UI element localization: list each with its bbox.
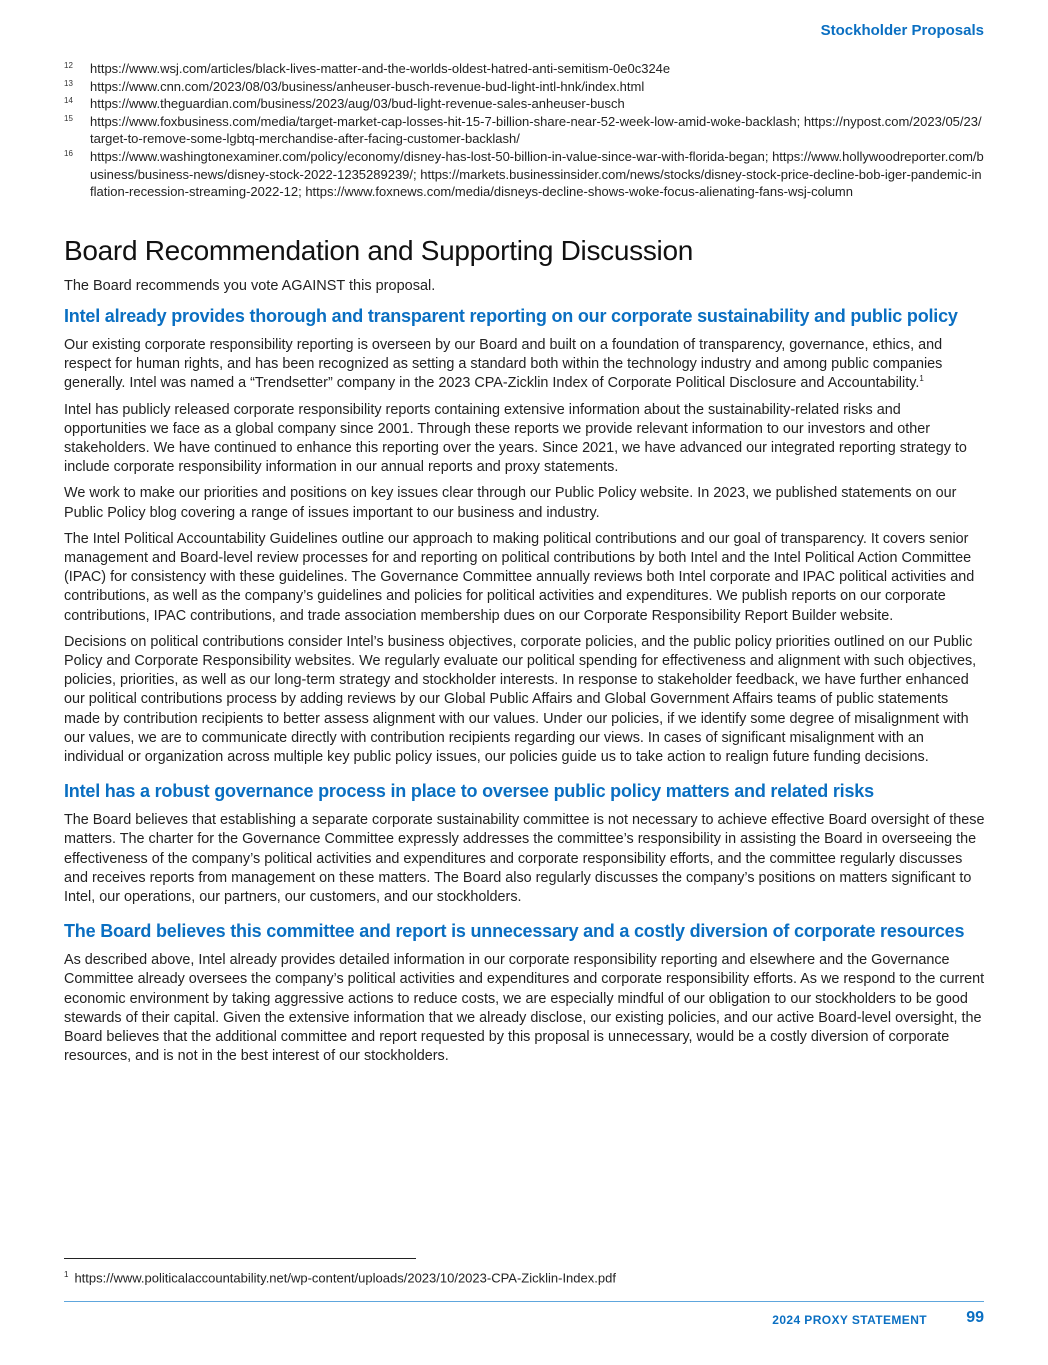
paragraph bbox=[64, 336, 986, 394]
footnote-13 bbox=[64, 78, 984, 96]
paragraph: The Board believes that establishing a separate corporate sustainability committee is not necessary to achieve effective Board oversight of these matters. The charter for the Governance Committee expressly addresses the committee’s responsibility in assisting the Board in overseeing the effectiveness of the company’s political activities and expenditures and corporate responsibility efforts, and the committee regularly discusses and receives reports from management on these matters. The Board also regularly discusses the company’s positions on matters significant to Intel, our operations, our partners, our customers, and our stockholders. bbox=[64, 812, 985, 906]
footnote-16 bbox=[64, 148, 984, 201]
board-recommendation: The Board recommends you vote AGAINST this proposal. bbox=[64, 278, 436, 294]
footer-divider bbox=[64, 1301, 984, 1302]
footnote-link[interactable]: https://www.theguardian.com/business/2023/aug/03/bud-light-revenue-sales-anheuser-busch bbox=[90, 96, 625, 112]
footnote-link[interactable]: https://www.foxbusiness.com/media/target-market-cap-losses-hit-15-7-billion-share-near-52-week-low-amid-woke-backlash; https://nypost.com/2023/05/23/target-to-remove-some-lgbtq-merchandise-after-facing-customer-backlash/ bbox=[90, 113, 982, 147]
footnote-number: 15 bbox=[64, 113, 73, 123]
footnote-number: 1 bbox=[64, 1270, 69, 1279]
section-title: Stockholder Proposals bbox=[820, 22, 984, 39]
footnote-number: 13 bbox=[64, 78, 73, 88]
footnote-link[interactable]: https://www.wsj.com/articles/black-lives-matter-and-the-worlds-oldest-hatred-anti-semitism-0e0c324e bbox=[90, 61, 671, 76]
footnote-number: 12 bbox=[64, 61, 73, 70]
footnote-number: 16 bbox=[64, 148, 73, 158]
footnote-15 bbox=[64, 113, 984, 148]
footer-document-label: 2024 PROXY STATEMENT bbox=[772, 1313, 927, 1327]
footnote-number: 14 bbox=[64, 96, 73, 106]
footnote-reference[interactable]: 1 bbox=[919, 374, 924, 384]
paragraph: Intel has publicly released corporate responsibility reports containing extensive information about the sustainability-related risks and opportunities we face as a global company since 2001. Through these reports we provide relevant information to our investors and other stakeholders. We have continued to enhance this reporting over the years. Since 2021, we have advanced our integrated reporting strategy to include corporate responsibility information in our annual reports and proxy statements. bbox=[64, 401, 967, 476]
paragraph: The Intel Political Accountability Guidelines outline our approach to making political contributions and our goal of transparency. It covers senior management and Board-level review processes for and reporting on political contributions by both Intel and the Intel Political Action Committee (IPAC) for consistency with these guidelines. The Governance Committee annually reviews both Intel corporate and IPAC political activities and contributions, as well as the company’s guidelines and policies for political activities and expenditures. We publish reports on our corporate contributions, IPAC contributions, and trade association membership dues on our Corporate Responsibility Report Builder website. bbox=[64, 530, 975, 624]
footnotes-list bbox=[64, 60, 984, 201]
footnote-link[interactable]: https://www.politicalaccountability.net/wp-content/uploads/2023/10/2023-CPA-Zicklin-Index.pdf bbox=[74, 1270, 616, 1286]
footnote-12 bbox=[64, 60, 984, 78]
section-heading-governance: Intel has a robust governance process in place to oversee public policy matters and related risks bbox=[64, 781, 874, 802]
page-number: 99 bbox=[966, 1309, 984, 1326]
footnote-link[interactable]: https://www.cnn.com/2023/08/03/business/anheuser-busch-revenue-bud-light-intl-hnk/index.html bbox=[90, 78, 645, 94]
footnote-link[interactable]: https://www.washingtonexaminer.com/policy/economy/disney-has-lost-50-billion-in-value-since-war-with-florida-began; https://www.hollywoodreporter.com/business/business-news/disney-stock-2022-1235289239/; https://markets.businessinsider.com/news/stocks/disney-stock-price-decline-bob-iger-pandemic-inflation-recession-streaming-2022-12; https://www.foxnews.com/media/disneys-decline-shows-woke-focus-alienating-fans-wsj-column bbox=[90, 148, 984, 200]
paragraph: We work to make our priorities and positions on key issues clear through our Public Policy website. In 2023, we published statements on our Public Policy blog covering a range of issues important to our business and industry. bbox=[64, 485, 957, 521]
section-heading-reporting: Intel already provides thorough and transparent reporting on our corporate sustainability and public policy bbox=[64, 306, 958, 326]
paragraph: As described above, Intel already provides detailed information in our corporate responsibility reporting and elsewhere and the Governance Committee already oversees the company’s political activities and expenditures and corporate responsibility efforts. As we respond to the current economic environment by taking aggressive actions to reduce costs, we are especially mindful of our obligation to our stockholders to be good stewards of their capital. Given the extensive information that we already disclose, our existing policies, and our active Board-level oversight, the Board believes that the additional committee and report requested by this proposal is unnecessary, would be a costly diversion of corporate resources, and is not in the best interest of our stockholders. bbox=[64, 952, 985, 1065]
main-content bbox=[64, 235, 986, 1074]
footnote-14 bbox=[64, 95, 984, 113]
footnote-divider bbox=[64, 1258, 416, 1259]
paragraph-text: Our existing corporate responsibility reporting is overseen by our Board and built on a foundation of transparency, governance, ethics, and respect for human rights, and has been recognized as setting a standard both within the technology industry and among public companies generally. Intel was named a “Trendsetter” company in the 2023 CPA-Zicklin Index of Corporate Political Disclosure and Accountability. bbox=[64, 337, 943, 392]
page-title: Board Recommendation and Supporting Discussion bbox=[64, 235, 694, 266]
section-heading-costly-diversion: The Board believes this committee and report is unnecessary and a costly diversion of corporate resources bbox=[64, 921, 965, 942]
paragraph: Decisions on political contributions consider Intel’s business objectives, corporate policies, and the public policy priorities outlined on our Public Policy and Corporate Responsibility websites. We regularly evaluate our political spending for effectiveness and alignment with such objectives, policies, priorities, as well as our long-term strategy and stockholder interests. In response to stakeholder feedback, we have further enhanced our political contributions process by adding reviews by our Global Public Affairs and Global Government Affairs teams of public statements made by contribution recipients to better assess alignment with our values. Under our policies, if we identify some degree of misalignment with our values, we are to communicate directly with contribution recipients regarding our views. In cases of significant misalignment with an individual or organization across multiple key public policy issues, our policies guide us to take action to realign future funding decisions. bbox=[64, 633, 977, 766]
footnote-1 bbox=[64, 1266, 984, 1286]
